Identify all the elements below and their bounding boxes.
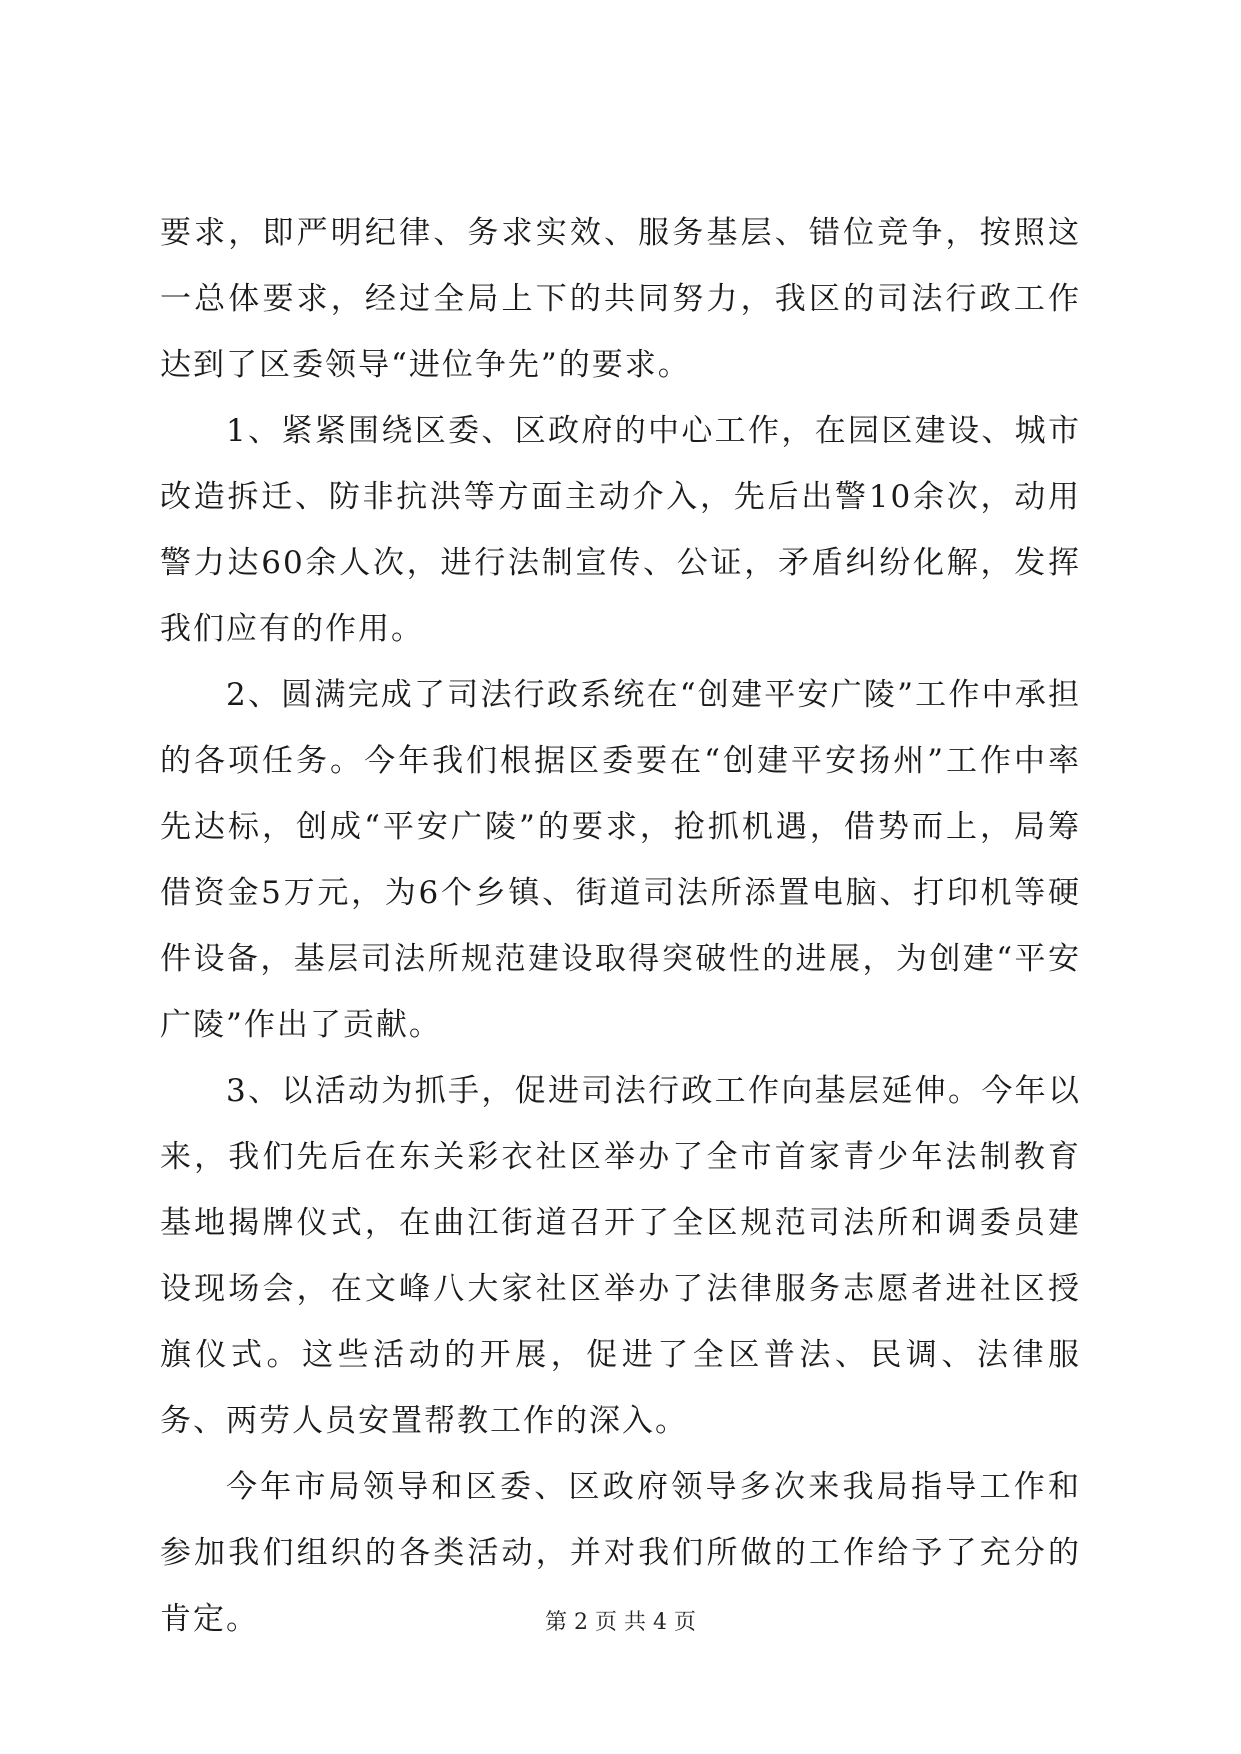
paragraph-item-2: 2、圆满完成了司法行政系统在“创建平安广陵”工作中承担的各项任务。今年我们根据区委要在“创建平安扬州”工作中率先达标，创成“平安广陵”的要求，抢抓机遇，借势而上，局筹借资金5万元，为6个乡镇、街道司法所添置电脑、打印机等硬件设备，基层司法所规范建设取得突破性的进展，为创建“平安广陵”作出了贡献。	[160, 677, 1081, 1043]
paragraph-item-1: 1、紧紧围绕区委、区政府的中心工作，在园区建设、城市改造拆迁、防非抗洪等方面主动介入，先后出警10余次，动用警力达60余人次，进行法制宣传、公证，矛盾纠纷化解，发挥我们应有的作用。	[160, 413, 1081, 647]
paragraph-summary: 今年市局领导和区委、区政府领导多次来我局指导工作和参加我们组织的各类活动，并对我们所做的工作给予了充分的肯定。	[160, 1469, 1081, 1637]
paragraph-continuation: 要求，即严明纪律、务求实效、服务基层、错位竞争，按照这一总体要求，经过全局上下的共同努力，我区的司法行政工作达到了区委领导“进位争先”的要求。	[160, 215, 1081, 383]
document-body	[160, 200, 1081, 1652]
paragraph-item-3: 3、以活动为抓手，促进司法行政工作向基层延伸。今年以来，我们先后在东关彩衣社区举办了全市首家青少年法制教育基地揭牌仪式，在曲江街道召开了全区规范司法所和调委员建设现场会，在文峰八大家社区举办了法律服务志愿者进社区授旗仪式。这些活动的开展，促进了全区普法、民调、法律服务、两劳人员安置帮教工作的深入。	[160, 1073, 1081, 1439]
page-number-footer: 第 2 页 共 4 页	[545, 1610, 696, 1635]
